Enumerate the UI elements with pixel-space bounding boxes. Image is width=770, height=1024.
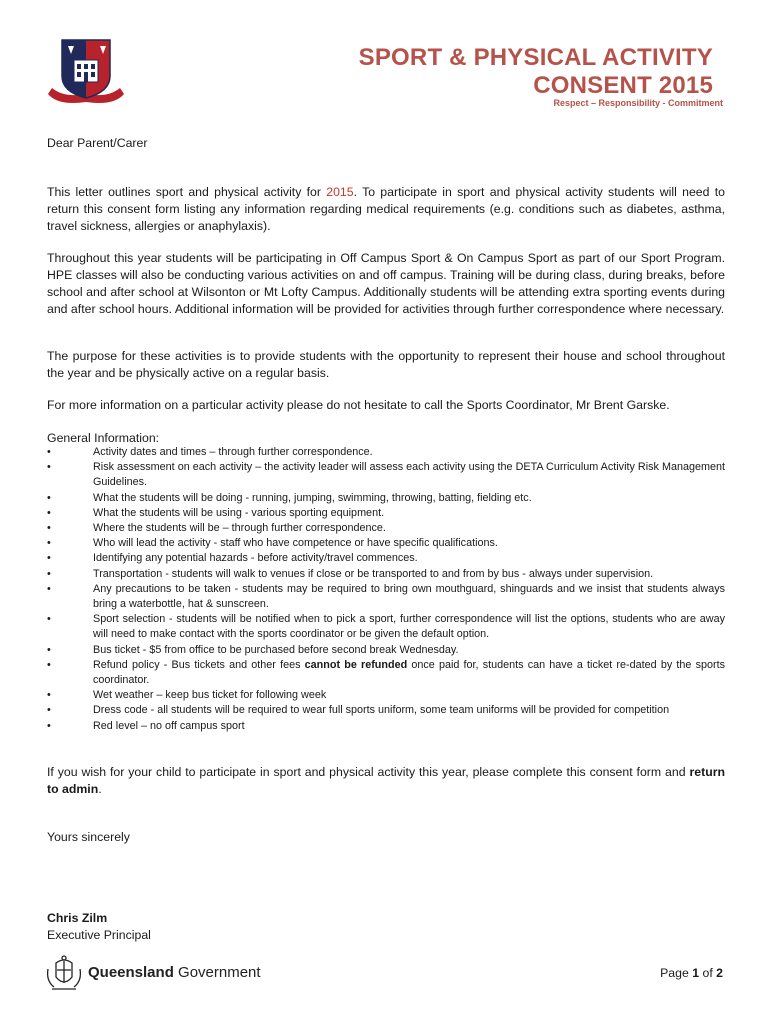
general-info-heading: General Information: [47, 431, 160, 445]
bullet-icon: • [47, 658, 51, 671]
intro-text-end: . To participate in sport and physical activity students will need to return this consent form listing any information regarding medical requirements (e.g. conditions such as diabetes, asthma, travel sickness, allergies or anaphylaxis). [47, 185, 725, 233]
list-item: • Refund policy - Bus tickets and other fees cannot be refunded once paid for, students can have a ticket re-dated by the sports coordinator. [47, 658, 725, 687]
bullet-icon: • [47, 704, 51, 717]
consent-paragraph: If you wish for your child to participate in sport and physical activity this year, please complete this consent form and return to admin. [47, 765, 725, 796]
bullet-icon: • [47, 567, 51, 580]
title-line-1: SPORT & PHYSICAL ACTIVITY [358, 44, 713, 71]
bullet-icon: • [47, 719, 51, 732]
bullet-icon: • [47, 522, 51, 535]
intro-paragraph [47, 184, 725, 235]
list-item: • Bus ticket - $5 from office to be purchased before second break Wednesday. [47, 643, 725, 658]
list-item: • Dress code - all students will be required to wear full sports uniform, some team uniforms will be provided for competition [47, 703, 725, 718]
list-item: • Risk assessment on each activity – the activity leader will assess each activity using the DETA Curriculum Activity Risk Management Guidelines. [47, 461, 725, 489]
queensland-government-logo: Queensland Government [88, 964, 261, 981]
school-motto: Respect – Responsibility - Commitment [553, 98, 723, 108]
bullet-icon: • [47, 613, 51, 626]
list-item: • Who will lead the activity - staff who have competence or have specific qualifications. [47, 536, 725, 551]
list-item: • Transportation - students will walk to venues if close or be transported to and from by bus - always under supervision. [47, 567, 725, 582]
purpose-paragraph: The purpose for these activities is to provide students with the opportunity to represent their house and school throughout the year and be physically active on a regular basis. [47, 349, 725, 380]
list-item: • Activity dates and times – through further correspondence. [47, 445, 725, 460]
closing: Yours sincerely [47, 830, 130, 844]
list-item: • Wet weather – keep bus ticket for following week [47, 688, 725, 703]
bullet-icon: • [47, 582, 51, 595]
bullet-icon: • [47, 446, 51, 458]
greeting: Dear Parent/Carer [47, 136, 148, 150]
intro-year: 2015 [326, 185, 354, 199]
list-item: • What the students will be using - various sporting equipment. [47, 506, 725, 521]
signer-title: Executive Principal [47, 928, 151, 942]
bullet-icon: • [47, 689, 51, 702]
school-crest-icon [44, 36, 128, 106]
signer-name: Chris Zilm [47, 911, 108, 925]
contact-paragraph: For more information on a particular activity please do not hesitate to call the Sports Coordinator, Mr Brent Garske. [47, 398, 670, 412]
bullet-icon: • [47, 491, 51, 504]
intro-text-start: This letter outlines sport and physical activity for [47, 185, 327, 199]
list-item: • What the students will be doing - running, jumping, swimming, throwing, batting, fielding etc. [47, 491, 725, 506]
list-item: • Sport selection - students will be notified when to pick a sport, further correspondence will list the options, students who are away will need to make contact with the sports coordinator or be given the default option. [47, 613, 725, 641]
bullet-icon: • [47, 506, 51, 519]
list-item: • Red level – no off campus sport [47, 719, 725, 734]
bullet-icon: • [47, 552, 51, 565]
page-title [359, 44, 713, 100]
list-item: • Any precautions to be taken - students may be required to bring own mouthguard, shinguards and we insist that students always bring a waterbottle, hat & sunscreen. [47, 582, 725, 611]
general-info-list [47, 445, 725, 734]
page-number: Page 1 of 2 [660, 966, 723, 980]
title-line-2: CONSENT 2015 [533, 72, 713, 99]
list-item: • Identifying any potential hazards - before activity/travel commences. [47, 551, 725, 566]
bullet-icon: • [47, 461, 51, 474]
bullet-icon: • [47, 537, 51, 550]
return-to-admin: return to admin [47, 765, 725, 796]
bullet-icon: • [47, 643, 51, 656]
program-paragraph: Throughout this year students will be participating in Off Campus Sport & On Campus Sport as part of our Sport Program. HPE classes will also be conducting various activities on and off campus. Training will be during class, during breaks, before school and after school at Wilsonton or Mt Lofty Campus. Additionally students will be attending extra sporting events during and after school hours. Additional information will be provided for activities through further correspondence where necessary. [47, 251, 725, 316]
list-item: • Where the students will be – through further correspondence. [47, 521, 725, 536]
